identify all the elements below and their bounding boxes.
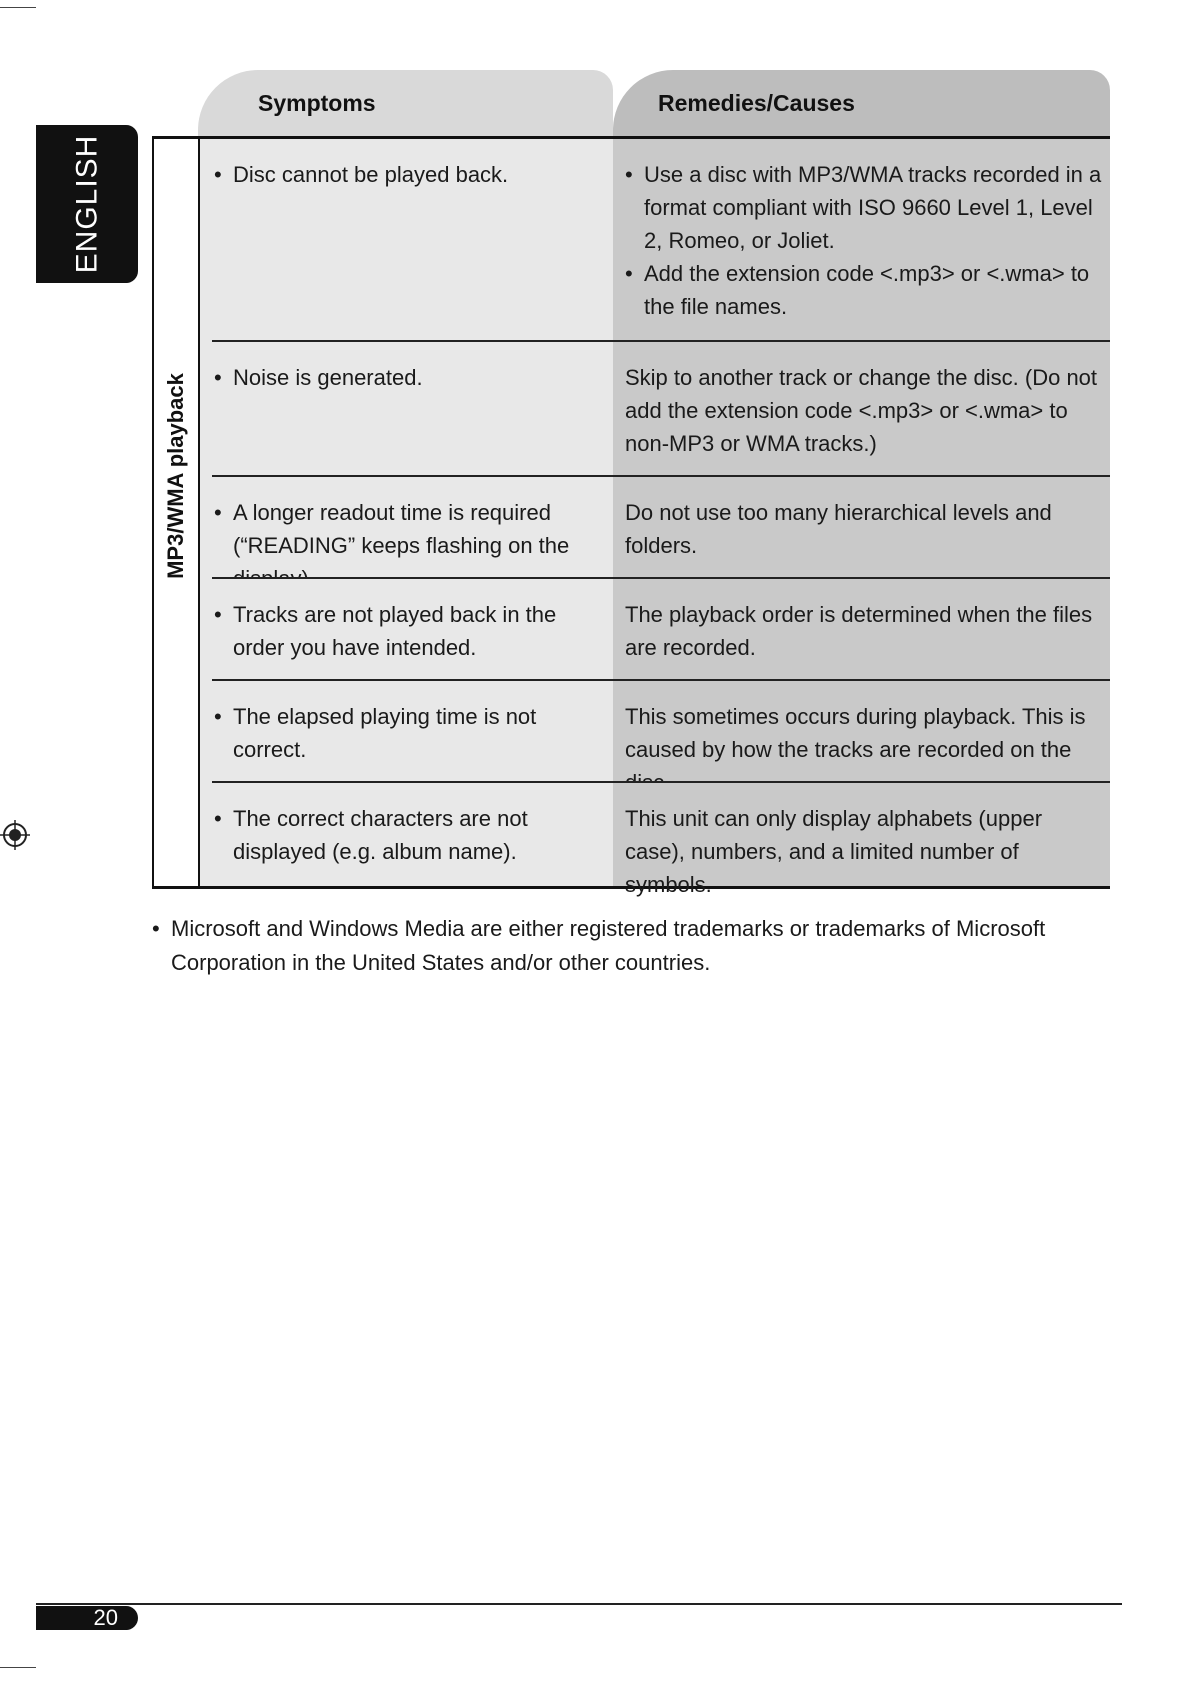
remedy-cell (613, 139, 1110, 342)
registration-mark-icon (0, 820, 30, 850)
trademark-footnote (152, 912, 1102, 980)
symptom-cell (200, 681, 613, 783)
table-rows (200, 139, 1110, 897)
symptom-cell (200, 342, 613, 477)
symptom-text: • The correct characters are not displayed (e.g. album name). (214, 802, 599, 868)
section-band (152, 139, 200, 886)
symptom-text: • The elapsed playing time is not correct. (214, 700, 599, 766)
table-row (200, 579, 1110, 681)
remedy-cell (613, 342, 1110, 477)
remedy-cell (613, 477, 1110, 579)
footnote-text: • Microsoft and Windows Media are either registered trademarks or trademarks of Microsoft Corporation in the United States and/or other countries. (152, 912, 1102, 980)
remedy-cell (613, 681, 1110, 783)
remedies-header-label: Remedies/Causes (658, 90, 855, 116)
crop-mark-top (0, 7, 36, 8)
symptom-text: • A longer readout time is required (“READING” keeps flashing on the (214, 496, 599, 595)
table-row (200, 681, 1110, 783)
section-label: MP3/WMA playback (163, 373, 188, 579)
table-row (200, 477, 1110, 579)
symptom-cell (200, 783, 613, 886)
symptoms-header-label: Symptoms (258, 90, 376, 116)
symptom-text: • Tracks are not played back in the order you have intended. (214, 598, 599, 664)
page-number: 20 (36, 1606, 138, 1630)
language-tab-label: ENGLISH (70, 134, 103, 274)
symptom-text: • Disc cannot be played back. (214, 158, 599, 191)
footer-rule (36, 1603, 1122, 1605)
symptom-cell (200, 477, 613, 579)
remedy-bullet: • Add the extension code <.mp3> or <.wma> to the file names. (625, 257, 1103, 323)
table-row (200, 139, 1110, 342)
crop-mark-bottom (0, 1667, 36, 1668)
remedies-header (613, 70, 1110, 137)
table-row (200, 783, 1110, 897)
symptom-text: • Noise is generated. (214, 361, 599, 394)
remedy-text: The playback order is determined when the files are recorded. (625, 602, 1093, 660)
table-header (198, 70, 1110, 137)
remedy-text: This unit can only display alphabets (upper case), numbers, and a limited number of symbols. (625, 806, 1043, 897)
remedy-text: This sometimes occurs during playback. This is caused by how the tracks are recorded on the (625, 704, 1086, 762)
remedy-text: Do not use too many hierarchical levels and folders. (625, 500, 1052, 558)
remedy-text: Skip to another track or change the disc. (Do not add the extension code <.mp3> or <.wma> to non-MP3 or WMA tracks.) (625, 365, 1098, 456)
troubleshooting-table (152, 136, 1110, 897)
remedy-cell (613, 783, 1110, 897)
symptom-cell (200, 139, 613, 342)
remedy-cell (613, 579, 1110, 681)
table-row (200, 342, 1110, 477)
language-tab (36, 125, 138, 283)
remedy-bullet: • Use a disc with MP3/WMA tracks recorded in a format compliant with ISO 9660 Level 1, Level 2, Romeo, or Joliet. (625, 158, 1103, 257)
symptom-cell (200, 579, 613, 681)
symptoms-header (198, 70, 613, 137)
